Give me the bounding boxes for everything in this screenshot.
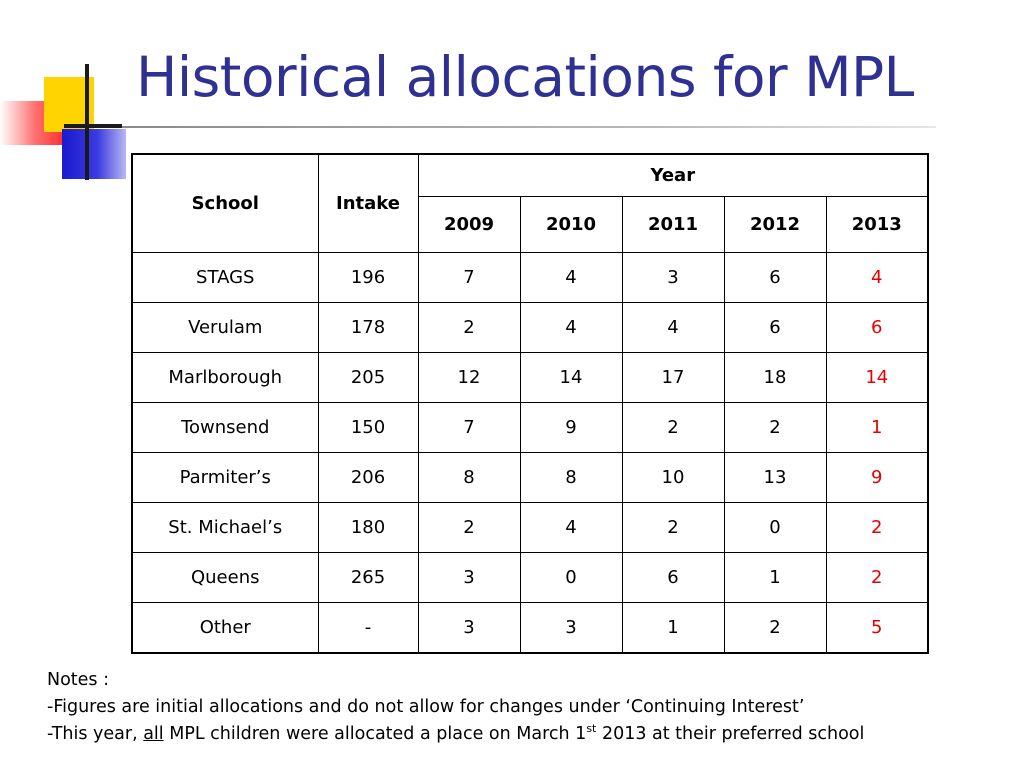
decorative-vertical-line (85, 64, 89, 180)
allocation-cell-2010: 4 (520, 303, 622, 353)
allocation-cell-2009: 2 (418, 303, 520, 353)
year-header-2012: 2012 (724, 197, 826, 253)
allocation-cell-2011: 17 (622, 353, 724, 403)
notes-line-2 (47, 721, 864, 748)
notes-line-2-emphasis: all (143, 724, 164, 744)
notes (47, 667, 864, 748)
allocation-cell-2011: 4 (622, 303, 724, 353)
allocation-cell-2009: 2 (418, 503, 520, 553)
allocation-cell-2011: 2 (622, 403, 724, 453)
intake-cell: 196 (318, 253, 418, 303)
allocation-cell-2011: 1 (622, 603, 724, 654)
allocation-cell-2012: 0 (724, 503, 826, 553)
allocation-cell-2011: 3 (622, 253, 724, 303)
allocation-cell-2013: 2 (826, 503, 928, 553)
year-group-header: Year (418, 154, 928, 197)
year-header-2011: 2011 (622, 197, 724, 253)
title-underline-rule (122, 126, 936, 128)
allocation-cell-2009: 3 (418, 553, 520, 603)
notes-line-2-before: -This year, (47, 724, 144, 744)
year-header-2010: 2010 (520, 197, 622, 253)
table-body (132, 253, 928, 654)
notes-heading: Notes : (47, 670, 110, 690)
allocation-cell-2013: 6 (826, 303, 928, 353)
intake-cell: 205 (318, 353, 418, 403)
intake-column-header: Intake (318, 154, 418, 253)
allocation-cell-2012: 2 (724, 403, 826, 453)
school-name-cell: Verulam (132, 303, 318, 353)
allocation-cell-2010: 14 (520, 353, 622, 403)
allocation-cell-2010: 4 (520, 253, 622, 303)
allocation-cell-2012: 13 (724, 453, 826, 503)
notes-line-1: -Figures are initial allocations and do not allow for changes under ‘Continuing Interest’ (47, 697, 805, 717)
allocation-cell-2011: 10 (622, 453, 724, 503)
school-name-cell: Townsend (132, 403, 318, 453)
allocation-cell-2009: 7 (418, 253, 520, 303)
school-name-cell: Queens (132, 553, 318, 603)
table-row (132, 253, 928, 303)
decorative-horizontal-line (64, 124, 122, 128)
notes-line-2-superscript: st (586, 722, 597, 736)
notes-line-2-middle: MPL children were allocated a place on March 1 (163, 724, 587, 744)
allocation-cell-2009: 8 (418, 453, 520, 503)
allocation-cell-2009: 12 (418, 353, 520, 403)
allocation-cell-2013: 4 (826, 253, 928, 303)
allocation-cell-2011: 2 (622, 503, 724, 553)
decorative-blue-square (62, 129, 126, 179)
allocation-cell-2012: 1 (724, 553, 826, 603)
allocation-cell-2013: 14 (826, 353, 928, 403)
allocation-cell-2012: 18 (724, 353, 826, 403)
intake-cell: 178 (318, 303, 418, 353)
allocation-cell-2009: 3 (418, 603, 520, 654)
table-row (132, 553, 928, 603)
school-name-cell: Marlborough (132, 353, 318, 403)
notes-line-2-after: 2013 at their preferred school (596, 724, 865, 744)
allocation-cell-2013: 5 (826, 603, 928, 654)
year-header-2013: 2013 (826, 197, 928, 253)
allocation-cell-2010: 8 (520, 453, 622, 503)
slide-title: Historical allocations for MPL (136, 45, 914, 109)
school-name-cell: Parmiter’s (132, 453, 318, 503)
allocation-cell-2012: 6 (724, 303, 826, 353)
table-row (132, 403, 928, 453)
allocation-cell-2010: 9 (520, 403, 622, 453)
allocations-table (131, 153, 929, 654)
allocation-cell-2010: 4 (520, 503, 622, 553)
allocation-cell-2013: 1 (826, 403, 928, 453)
table-row (132, 453, 928, 503)
school-name-cell: St. Michael’s (132, 503, 318, 553)
allocation-cell-2013: 2 (826, 553, 928, 603)
table-row (132, 353, 928, 403)
intake-cell: 265 (318, 553, 418, 603)
table-header-row (132, 154, 928, 197)
allocation-cell-2012: 6 (724, 253, 826, 303)
intake-cell: 206 (318, 453, 418, 503)
school-name-cell: STAGS (132, 253, 318, 303)
table-row (132, 603, 928, 654)
allocation-cell-2013: 9 (826, 453, 928, 503)
table-row (132, 503, 928, 553)
intake-cell: 180 (318, 503, 418, 553)
school-column-header: School (132, 154, 318, 253)
allocation-cell-2011: 6 (622, 553, 724, 603)
school-name-cell: Other (132, 603, 318, 654)
table-row (132, 303, 928, 353)
year-header-2009: 2009 (418, 197, 520, 253)
allocation-cell-2010: 0 (520, 553, 622, 603)
allocation-cell-2012: 2 (724, 603, 826, 654)
allocation-cell-2010: 3 (520, 603, 622, 654)
allocation-cell-2009: 7 (418, 403, 520, 453)
intake-cell: 150 (318, 403, 418, 453)
intake-cell: - (318, 603, 418, 654)
